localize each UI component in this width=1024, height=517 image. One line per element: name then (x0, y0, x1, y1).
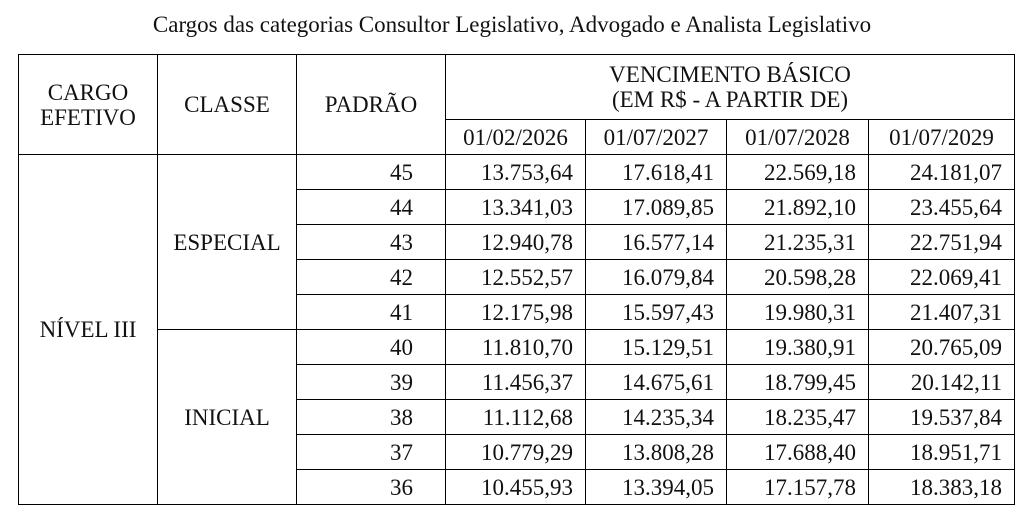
header-cargo-line2: EFETIVO (40, 104, 136, 130)
value-cell: 13.341,03 (446, 190, 586, 225)
value-cell: 19.537,84 (869, 400, 1015, 435)
value-cell: 17.089,85 (586, 190, 727, 225)
header-date: 01/02/2026 (446, 120, 586, 155)
value-cell: 11.810,70 (446, 330, 586, 365)
value-cell: 21.235,31 (727, 225, 869, 260)
value-cell: 10.455,93 (446, 470, 586, 505)
padrao-cell: 39 (297, 365, 446, 400)
value-cell: 21.892,10 (727, 190, 869, 225)
value-cell: 11.456,37 (446, 365, 586, 400)
padrao-cell: 44 (297, 190, 446, 225)
value-cell: 23.455,64 (869, 190, 1015, 225)
header-cargo-line1: CARGO (47, 79, 129, 105)
value-cell: 19.380,91 (727, 330, 869, 365)
table-row (19, 330, 1015, 365)
value-cell: 13.753,64 (446, 155, 586, 190)
salary-table (18, 54, 1015, 505)
value-cell: 17.157,78 (727, 470, 869, 505)
padrao-cell: 40 (297, 330, 446, 365)
value-cell: 14.235,34 (586, 400, 727, 435)
header-classe: CLASSE (158, 55, 297, 155)
value-cell: 15.597,43 (586, 295, 727, 330)
value-cell: 18.951,71 (869, 435, 1015, 470)
value-cell: 16.079,84 (586, 260, 727, 295)
value-cell: 22.069,41 (869, 260, 1015, 295)
classe-cell-especial: ESPECIAL (158, 155, 297, 330)
value-cell: 14.675,61 (586, 365, 727, 400)
value-cell: 18.235,47 (727, 400, 869, 435)
page-title: Cargos das categorias Consultor Legislativo, Advogado e Analista Legislativo (152, 12, 872, 37)
padrao-cell: 43 (297, 225, 446, 260)
header-date: 01/07/2027 (586, 120, 727, 155)
padrao-cell: 41 (297, 295, 446, 330)
value-cell: 11.112,68 (446, 400, 586, 435)
value-cell: 12.552,57 (446, 260, 586, 295)
padrao-cell: 45 (297, 155, 446, 190)
padrao-cell: 37 (297, 435, 446, 470)
value-cell: 19.980,31 (727, 295, 869, 330)
header-date: 01/07/2029 (869, 120, 1015, 155)
value-cell: 15.129,51 (586, 330, 727, 365)
value-cell: 17.618,41 (586, 155, 727, 190)
value-cell: 22.569,18 (727, 155, 869, 190)
value-cell: 24.181,07 (869, 155, 1015, 190)
header-vencimento (446, 55, 1015, 120)
padrao-cell: 42 (297, 260, 446, 295)
classe-cell-inicial: INICIAL (158, 330, 297, 505)
cargo-cell: NÍVEL III (19, 155, 158, 505)
value-cell: 13.394,05 (586, 470, 727, 505)
value-cell: 17.688,40 (727, 435, 869, 470)
value-cell: 12.940,78 (446, 225, 586, 260)
header-vencimento-line2: (EM R$ - A PARTIR DE) (611, 87, 849, 112)
value-cell: 21.407,31 (869, 295, 1015, 330)
value-cell: 22.751,94 (869, 225, 1015, 260)
value-cell: 18.799,45 (727, 365, 869, 400)
value-cell: 20.598,28 (727, 260, 869, 295)
header-date: 01/07/2028 (727, 120, 869, 155)
value-cell: 12.175,98 (446, 295, 586, 330)
header-cargo-efetivo (19, 55, 158, 155)
padrao-cell: 38 (297, 400, 446, 435)
value-cell: 16.577,14 (586, 225, 727, 260)
value-cell: 20.765,09 (869, 330, 1015, 365)
value-cell: 13.808,28 (586, 435, 727, 470)
header-vencimento-line1: VENCIMENTO BÁSICO (609, 62, 851, 87)
padrao-cell: 36 (297, 470, 446, 505)
value-cell: 10.779,29 (446, 435, 586, 470)
value-cell: 18.383,18 (869, 470, 1015, 505)
header-padrao: PADRÃO (297, 55, 446, 155)
table-row (19, 155, 1015, 190)
value-cell: 20.142,11 (869, 365, 1015, 400)
